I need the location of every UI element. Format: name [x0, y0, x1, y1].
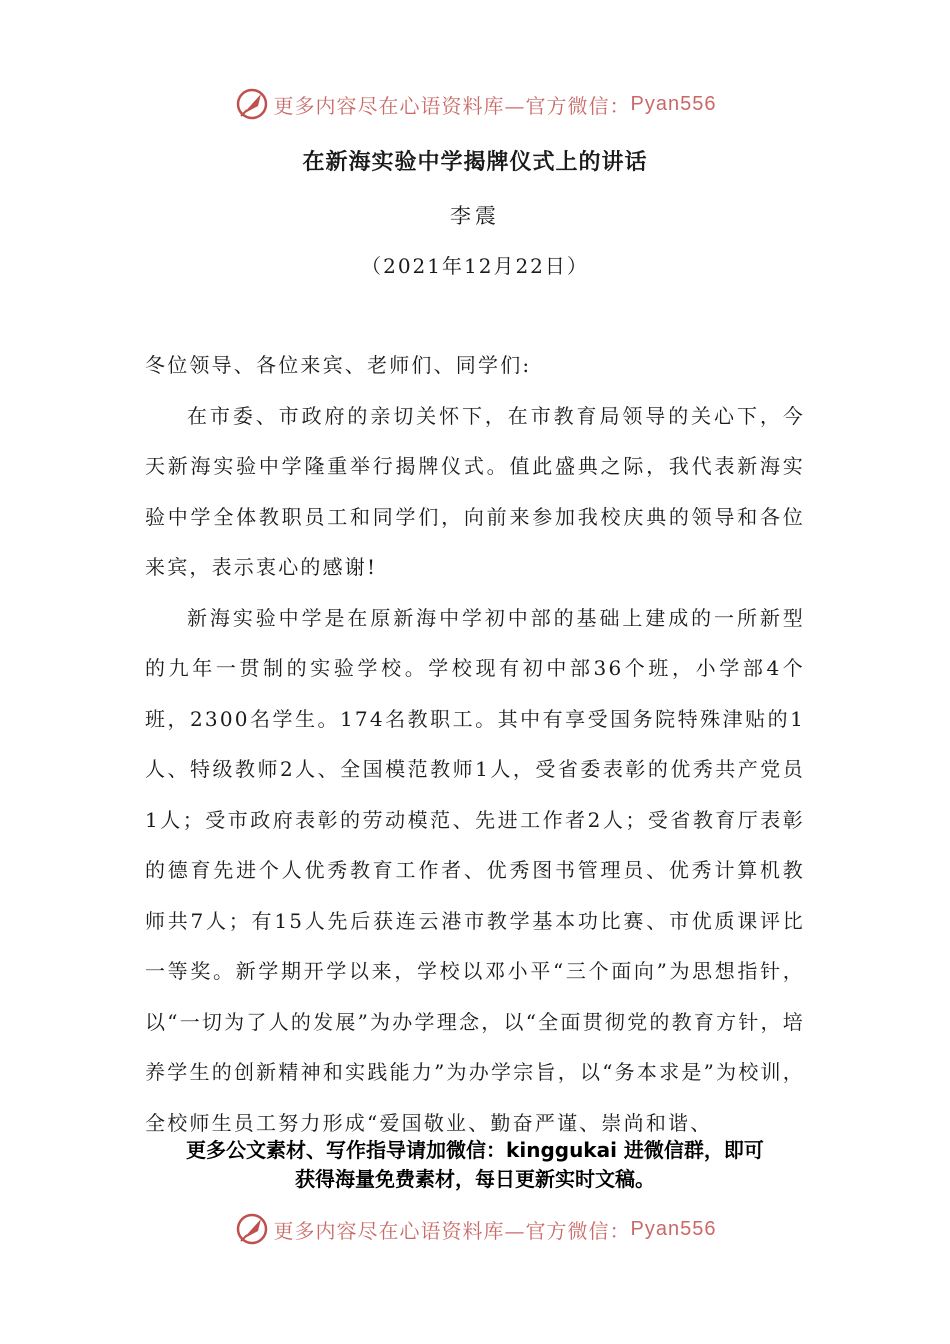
- watermark-footer: [0, 1209, 950, 1249]
- paragraph: 新海实验中学是在原新海中学初中部的基础上建成的一所新型的九年一贯制的实验学校。学校现有初中部36个班，小学部4个班，2300名学生。174名教职工。其中有享受国务院特殊津贴的1人、特级教师2人、全国模范教师1人，受省委表彰的优秀共产党员1人；受市政府表彰的劳动模范、先进工作者2人；受省教育厅表彰的德育先进个人优秀教育工作者、优秀图书管理员、优秀计算机教师共7人；有15人先后获连云港市教学基本功比赛、市优质课评比一等奖。新学期开学以来，学校以邓小平“三个面向”为思想指针，以“一切为了人的发展”为办学理念，以“全面贯彻党的教育方针，培养学生的创新精神和实践能力”为办学宗旨，以“务本求是”为校训，全校师生员工努力形成“爱国敬业、勤奋严谨、崇尚和谐、: [145, 605, 805, 1135]
- promo-line: 更多公文素材、写作指导请加微信：kinggukai 进微信群，即可: [186, 1138, 764, 1162]
- promo-banner: [0, 1136, 950, 1194]
- document-body: [145, 340, 805, 1148]
- document-date: （2021年12月22日）: [361, 254, 589, 278]
- paragraph: 在市委、市政府的亲切关怀下，在市教育局领导的关心下，今天新海实验中学隆重举行揭牌仪式。值此盛典之际，我代表新海实验中学全体教职员工和同学们，向前来参加我校庆典的领导和各位来宾，表示衷心的感谢!: [145, 403, 805, 579]
- quill-logo-icon: [234, 1211, 270, 1247]
- promo-line: 获得海量免费素材，每日更新实时文稿。: [295, 1167, 655, 1191]
- salutation: 冬位领导、各位来宾、老师们、同学们:: [145, 353, 532, 377]
- quill-logo-icon: [234, 86, 270, 122]
- watermark-header: [0, 84, 950, 124]
- watermark-wechat-id: Pyan556: [630, 92, 717, 115]
- watermark-wechat-id: Pyan556: [630, 1217, 717, 1240]
- document-title: 在新海实验中学揭牌仪式上的讲话: [302, 149, 648, 175]
- watermark-text: 更多内容尽在心语资料库—官方微信：: [273, 1218, 631, 1243]
- watermark-text: 更多内容尽在心语资料库—官方微信：: [273, 93, 631, 118]
- document-author: 李震: [450, 204, 500, 228]
